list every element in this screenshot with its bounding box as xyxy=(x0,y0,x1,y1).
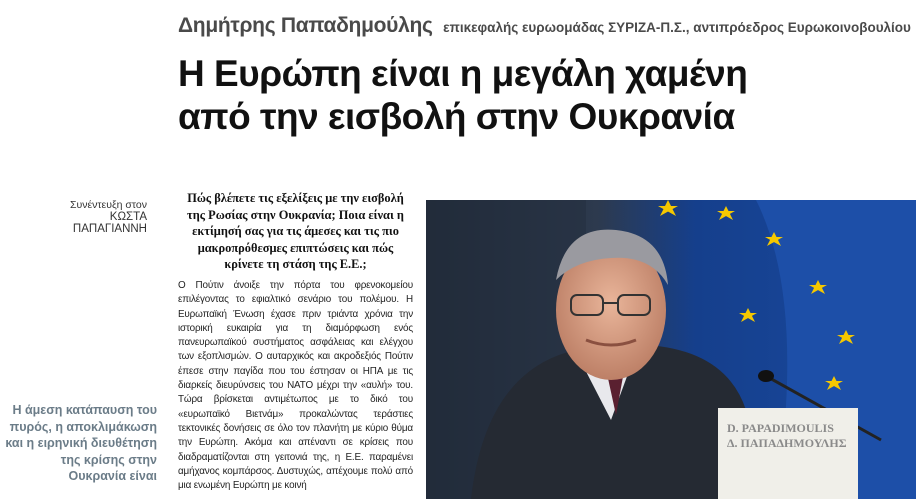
interviewer-credit xyxy=(70,199,147,235)
article-column xyxy=(178,190,413,493)
credit-name-1: ΚΩΣΤΑ xyxy=(109,211,147,223)
author-name: Δημήτρης Παπαδημούλης xyxy=(178,14,433,37)
author-role: επικεφαλής ευρωομάδας ΣΥΡΙΖΑ-Π.Σ., αντιπρόεδρος Ευρωκοινοβουλίου xyxy=(443,20,911,35)
nameplate-line-1: D. PAPADIMOULIS xyxy=(727,421,834,435)
byline xyxy=(178,14,911,38)
portrait-photo xyxy=(426,200,916,499)
pull-quote: Η άμεση κατάπαυση του πυρός, η αποκλιμάκωση και η ειρηνική διευθέτηση της κρίσης στην Ουκρανία είναι xyxy=(5,403,157,483)
credit-name-2: ΠΑΠΑΓΙΑΝΝΗ xyxy=(72,223,147,235)
headline xyxy=(178,52,747,138)
nameplate-line-2: Δ. ΠΑΠΑΔΗΜΟΥΛΗΣ xyxy=(727,436,847,450)
headline-line-1: Η Ευρώπη είναι η μεγάλη χαμένη xyxy=(178,53,748,94)
credit-label: Συνέντευξη στον xyxy=(69,199,147,211)
interview-question: Πώς βλέπετε τις εξελίξεις με την εισβολή της Ρωσίας στην Ουκρανία; Ποια είναι η εκτίμησή σας για τις άμεσες και τις πιο μακροπρόθεσμες επιπτώσεις και πώς κρίνετε τη στάση της Ε.Ε.; xyxy=(187,191,404,272)
headline-line-2: από την εισβολή στην Ουκρανία xyxy=(178,96,735,137)
interview-answer: Ο Πούτιν άνοιξε την πόρτα του φρενοκομείου επιλέγοντας το εφιαλτικό σενάριο του πολέμου. Η Ευρωπαϊκή Ένωση έχασε πριν τριάντα χρόνια την ιστορική ευκαιρία για τη διαμόρφωση ενός πανευρωπαϊκού συστήματος ασφάλειας και ελέγχου των εξοπλισμών. Ο αυταρχικός και ακροδεξιός Πούτιν έπεσε στην παγίδα που του έστησαν οι ΗΠΑ με τις διαρκείς διευρύνσεις του ΝΑΤΟ μέχρι την «αυλή» του. Τώρα βρίσκεται αντιμέτωπος με το δικό του «ευρωπαϊκό Βιετνάμ» προκαλώντας τεράστιες τεκτονικές δονήσεις σε όλο τον πλανήτη με κύριο θύμα την Ευρώπη. Ακόμα και απέναντι σε κρίσεις που διαδραματίζονται στη γειτονιά της, η Ε.Ε. παραμένει αμήχανος κομπάρσος. Δυστυχώς, απέχουμε πολύ από μια ενωμένη Ευρώπη με κοινή xyxy=(178,279,413,492)
